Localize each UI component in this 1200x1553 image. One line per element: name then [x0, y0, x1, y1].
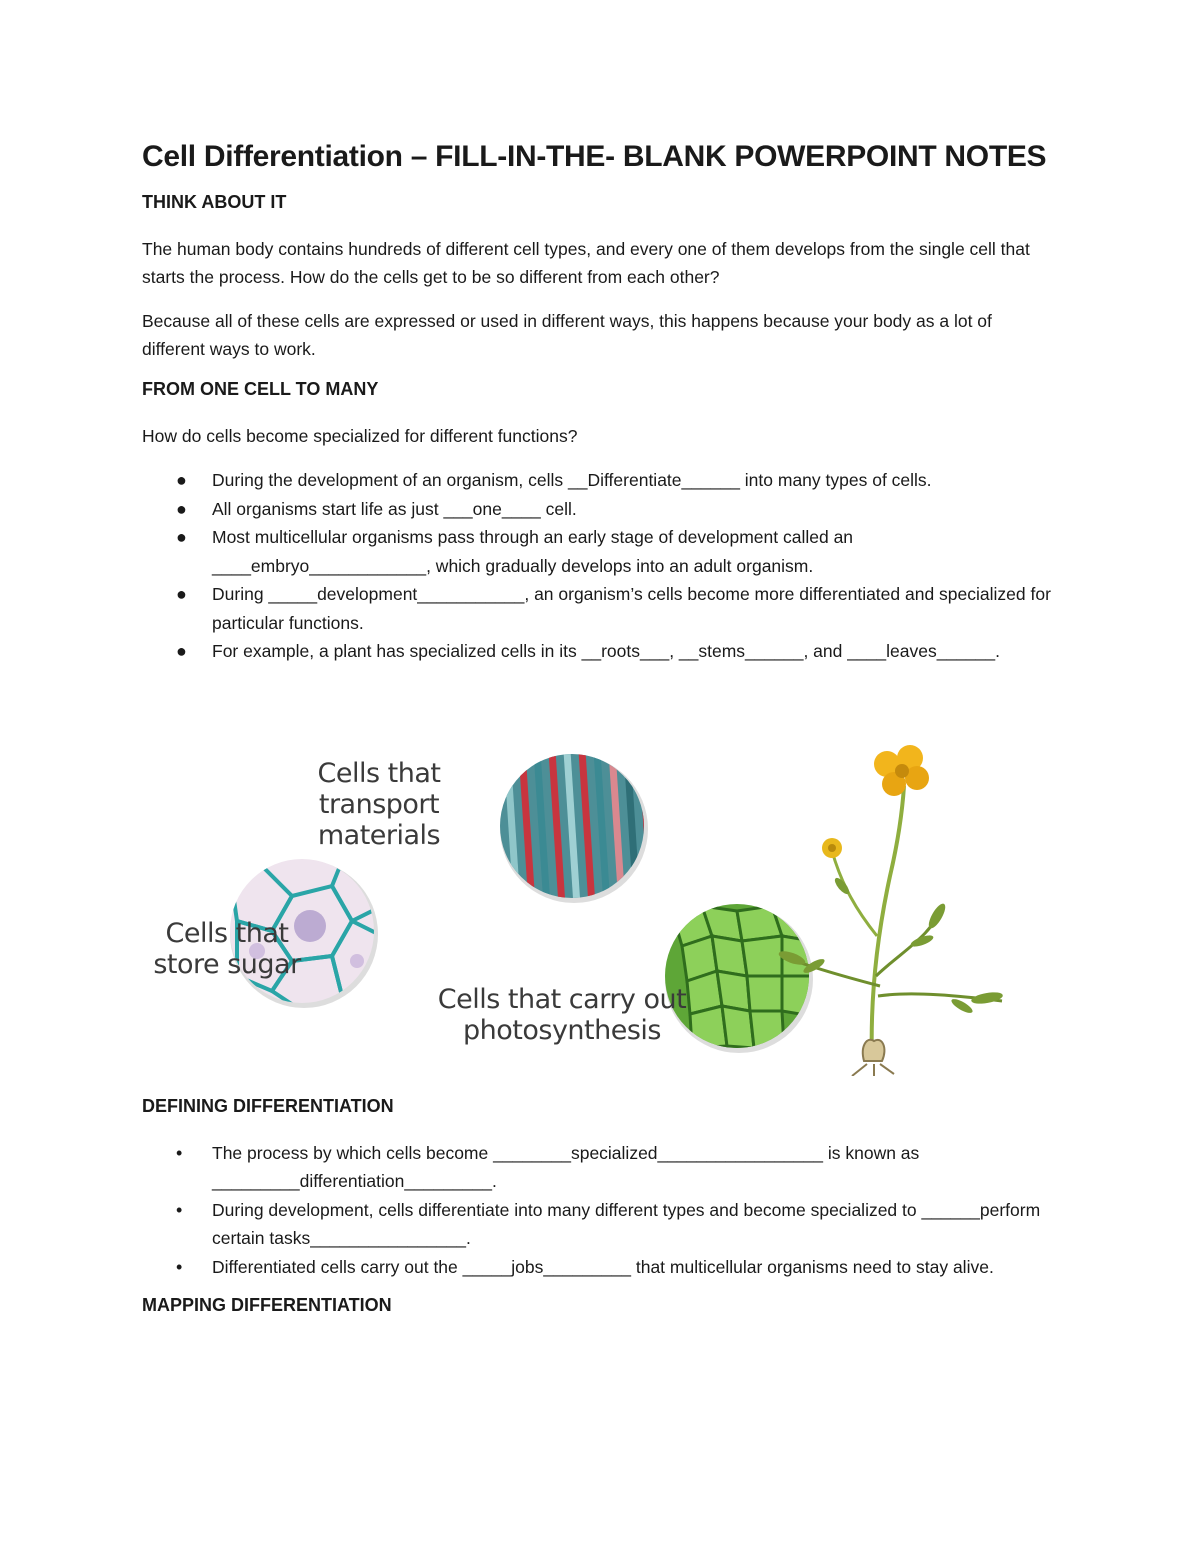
list-item: • During development, cells differentiate into many different types and become specialized to ______perform certain tasks________________.: [142, 1196, 1052, 1253]
think-paragraph-1: The human body contains hundreds of different cell types, and every one of them develops from the single cell that starts the process. How do the cells get to be so different from each other?: [142, 239, 1030, 287]
label-photosynthesis: Cells that carry out photosynthesis: [437, 983, 687, 1046]
label-transport-materials: Cells that transport materials: [317, 757, 441, 851]
think-paragraph-2: Because all of these cells are expressed or used in different ways, this happens because your body as a lot of different ways to work.: [142, 311, 992, 359]
bullet-icon: ●: [176, 470, 187, 490]
flower-icon: [874, 745, 929, 796]
list-item: ● During the development of an organism, cells __Differentiate______ into many types of cells.: [142, 466, 1052, 495]
bullet-icon: •: [176, 1199, 183, 1220]
transport-cells-circle: [497, 751, 652, 906]
list-item: ● For example, a plant has specialized cells in its __roots___, __stems______, and ____leaves______.: [142, 637, 1052, 666]
bullet-icon: ●: [176, 498, 187, 519]
heading-mapping-differentiation: MAPPING DIFFERENTIATION: [142, 1295, 392, 1315]
document-page: [142, 140, 1052, 1338]
question-text: How do cells become specialized for different functions?: [142, 426, 578, 446]
heading-think-about-it: THINK ABOUT IT: [142, 192, 287, 212]
list-item: ● During _____development___________, an organism’s cells become more differentiated and specialized for particular functions.: [142, 580, 1052, 637]
page-title: Cell Differentiation – FILL-IN-THE- BLANK POWERPOINT NOTES: [142, 140, 1047, 173]
bullet-icon: ●: [176, 584, 187, 604]
bullet-icon: ●: [176, 527, 187, 547]
list-item: • Differentiated cells carry out the _____jobs_________ that multicellular organisms need to stay alive.: [142, 1253, 1052, 1282]
heading-one-cell-to-many: FROM ONE CELL TO MANY: [142, 379, 379, 399]
plant-cells-figure: [142, 736, 1042, 1076]
notes-list-one-to-many: [142, 466, 1052, 666]
bullet-icon: •: [176, 1142, 183, 1163]
list-item: ● Most multicellular organisms pass through an early stage of development called an ____embryo____________, which gradually develops into an adult organism.: [142, 523, 1052, 580]
bullet-icon: •: [176, 1256, 183, 1277]
buttercup-plant: [777, 745, 1003, 1076]
heading-defining-differentiation: DEFINING DIFFERENTIATION: [142, 1095, 394, 1116]
bullet-icon: ●: [176, 641, 187, 661]
list-item: ● All organisms start life as just ___one____ cell.: [142, 495, 1052, 524]
defining-section: [142, 1096, 1052, 1317]
label-store-sugar: Cells that store sugar: [153, 917, 301, 980]
list-item: • The process by which cells become ________specialized_________________ is known as _________differentiation_________.: [142, 1139, 1052, 1196]
notes-list-defining: [142, 1139, 1052, 1282]
